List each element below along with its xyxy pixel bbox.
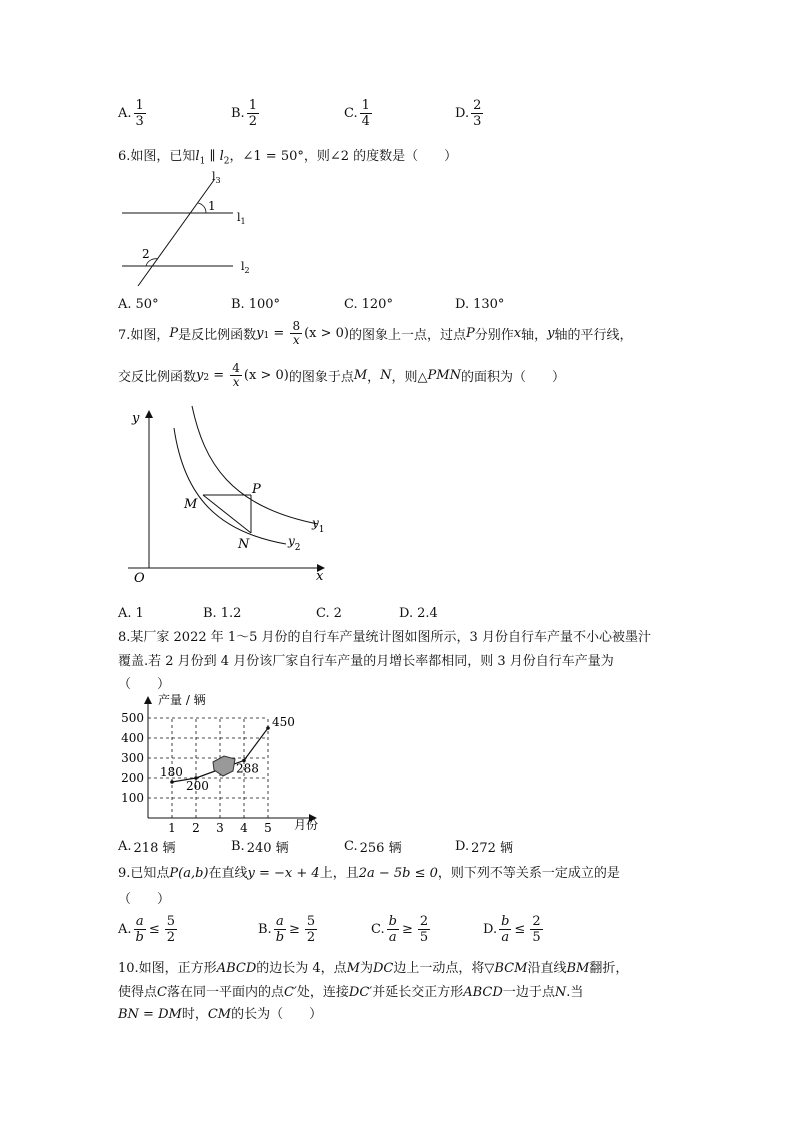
- label-y: y: [132, 411, 140, 426]
- q7-line-2: 交反比例函数 y 2 = $\frac{4}{x}$ (x > 0) 的图象于点 M ， N ，则△ PMN 的面积为（ ）: [118, 361, 565, 389]
- x-tick-label: 4: [240, 821, 248, 835]
- q10-line-1: 10.如图，正方形ABCD的边长为 4，点M为DC边上一动点，将▽BCM沿直线BM翻折，: [118, 961, 629, 976]
- q9-line-2: （ ）: [118, 892, 171, 907]
- data-label: 200: [186, 779, 209, 793]
- q5-option-b[interactable]: B. $\frac{1}{2}$: [231, 98, 257, 129]
- l3-label: $l_3$: [212, 170, 221, 185]
- fraction: $\frac{2}{5}$: [419, 914, 429, 945]
- x-tick-label: 1: [168, 821, 176, 835]
- ink-blot: [213, 756, 235, 776]
- y-tick-label: 200: [121, 771, 144, 785]
- q10-line-2: 使得点C落在同一平面内的点C′处，连接DC′并延长交正方形ABCD一边于点N.当: [118, 985, 584, 1000]
- chart-data-labels: [160, 715, 295, 793]
- label-p: P: [252, 482, 261, 497]
- q9-line-1: 9.已知点P(a,b)在直线y = −x + 4上，且2a − 5b ≤ 0，则下列不等关系一定成立的是: [118, 866, 620, 881]
- fraction: $\frac{2}{3}$: [473, 98, 482, 129]
- data-point: [266, 726, 270, 730]
- q7-figure: [118, 402, 338, 590]
- q5-option-c[interactable]: C. $\frac{1}{4}$: [344, 98, 370, 129]
- l1-label: $l_1$: [237, 211, 246, 226]
- data-point: [170, 780, 174, 784]
- label-n: N: [238, 537, 250, 552]
- data-label: 450: [272, 715, 295, 729]
- fraction: $\frac{a}{b}$: [275, 914, 285, 945]
- q6-option-c[interactable]: C. 120°: [344, 297, 393, 312]
- chart-xlabel: 月份: [294, 818, 319, 832]
- fraction: $\frac{8}{x}$: [292, 319, 301, 347]
- q9-option-c[interactable]: C. $\frac{b}{a}$ ≥ $\frac{2}{5}$: [371, 914, 429, 945]
- q8-line-2: 覆盖.若 2 月份到 4 月份该厂家自行车产量的月增长率都相同，则 3 月份自行车产量为: [118, 654, 614, 669]
- fraction: $\frac{2}{5}$: [532, 914, 541, 945]
- q8-option-a[interactable]: A. 218 辆: [118, 839, 176, 856]
- q7-line-1: 7.如图， P 是反比例函数 y 1 = $\frac{8}{x}$ (x > 0) 的图象上一点，过点 P 分别作 x 轴， y 轴的平行线，: [118, 319, 633, 347]
- angle-1-label: 1: [208, 199, 216, 213]
- curve-y2: [174, 428, 286, 544]
- q7-option-d[interactable]: D. 2.4: [399, 606, 438, 621]
- data-label: 180: [160, 765, 183, 779]
- q5-option-a[interactable]: A. $\frac{1}{3}$: [118, 98, 144, 129]
- y-tick-label: 100: [121, 791, 144, 805]
- q8-line-3: （ ）: [118, 677, 171, 692]
- q9-option-a[interactable]: A. $\frac{a}{b}$ ≤ $\frac{5}{2}$: [118, 914, 176, 945]
- q8-option-c[interactable]: C. 256 辆: [344, 839, 402, 856]
- q5-option-d[interactable]: D. $\frac{2}{3}$: [455, 98, 482, 129]
- q8-option-b[interactable]: B. 240 辆: [231, 839, 289, 856]
- q6-option-a[interactable]: A. 50°: [118, 297, 159, 312]
- x-tick-label: 5: [264, 821, 272, 835]
- label-m: M: [184, 497, 198, 512]
- label-y2: $y_2$: [288, 534, 301, 553]
- q7-option-c[interactable]: C. 2: [316, 606, 342, 621]
- q8-chart: [108, 688, 338, 836]
- fraction: $\frac{1}{2}$: [248, 98, 257, 129]
- x-tick-label: 2: [192, 821, 200, 835]
- fraction: $\frac{a}{b}$: [135, 914, 144, 945]
- fraction: $\frac{5}{2}$: [166, 914, 176, 945]
- fraction: $\frac{1}{3}$: [135, 98, 144, 129]
- q7-option-a[interactable]: A. 1: [118, 606, 144, 621]
- y-tick-label: 300: [121, 751, 144, 765]
- q6-option-d[interactable]: D. 130°: [455, 297, 505, 312]
- series-segment: [244, 728, 268, 760]
- chart-ylabel: 产量 / 辆: [158, 693, 206, 707]
- chart-x-ticks: [168, 821, 272, 835]
- q9-option-d[interactable]: D. $\frac{b}{a}$ ≤ $\frac{2}{5}$: [483, 914, 541, 945]
- fraction: $\frac{5}{2}$: [306, 914, 316, 945]
- x-tick-label: 3: [216, 821, 224, 835]
- y-tick-label: 400: [121, 731, 144, 745]
- y-tick-label: 500: [121, 711, 144, 725]
- curve-y1: [192, 406, 318, 524]
- q6-option-b[interactable]: B. 100°: [231, 297, 281, 312]
- fraction: $\frac{4}{x}$: [232, 361, 240, 389]
- label-origin: O: [134, 571, 145, 586]
- label-y1: $y_1$: [312, 516, 325, 535]
- q8-option-d[interactable]: D. 272 辆: [455, 839, 514, 856]
- q10-line-3: BN = DM时，CM的长为（ ）: [118, 1007, 323, 1022]
- angle-2-label: 2: [142, 247, 150, 261]
- data-label: 288: [236, 761, 259, 776]
- q6-stem: 6.如图，已知$l_1$ ∥ $l_2$，∠1 = 50°，则∠2 的度数是（ ）: [118, 149, 458, 167]
- line-l3: [138, 180, 214, 286]
- fraction: $\frac{b}{a}$: [501, 914, 510, 945]
- q9-option-b[interactable]: B. $\frac{a}{b}$ ≥ $\frac{5}{2}$: [258, 914, 316, 945]
- q6-figure: [110, 166, 270, 291]
- angle-1-arc: [198, 203, 206, 213]
- q8-line-1: 8.某厂家 2022 年 1～5 月份的自行车产量统计图如图所示，3 月份自行车产量不小心被墨汁: [118, 630, 651, 645]
- fraction: $\frac{1}{4}$: [361, 98, 370, 129]
- l2-label: $l_2$: [241, 260, 250, 275]
- chart-y-ticks: [121, 711, 144, 805]
- segment-mn: [203, 495, 251, 533]
- label-x: x: [316, 569, 324, 584]
- fraction: $\frac{b}{a}$: [388, 914, 397, 945]
- q7-option-b[interactable]: B. 1.2: [203, 606, 242, 621]
